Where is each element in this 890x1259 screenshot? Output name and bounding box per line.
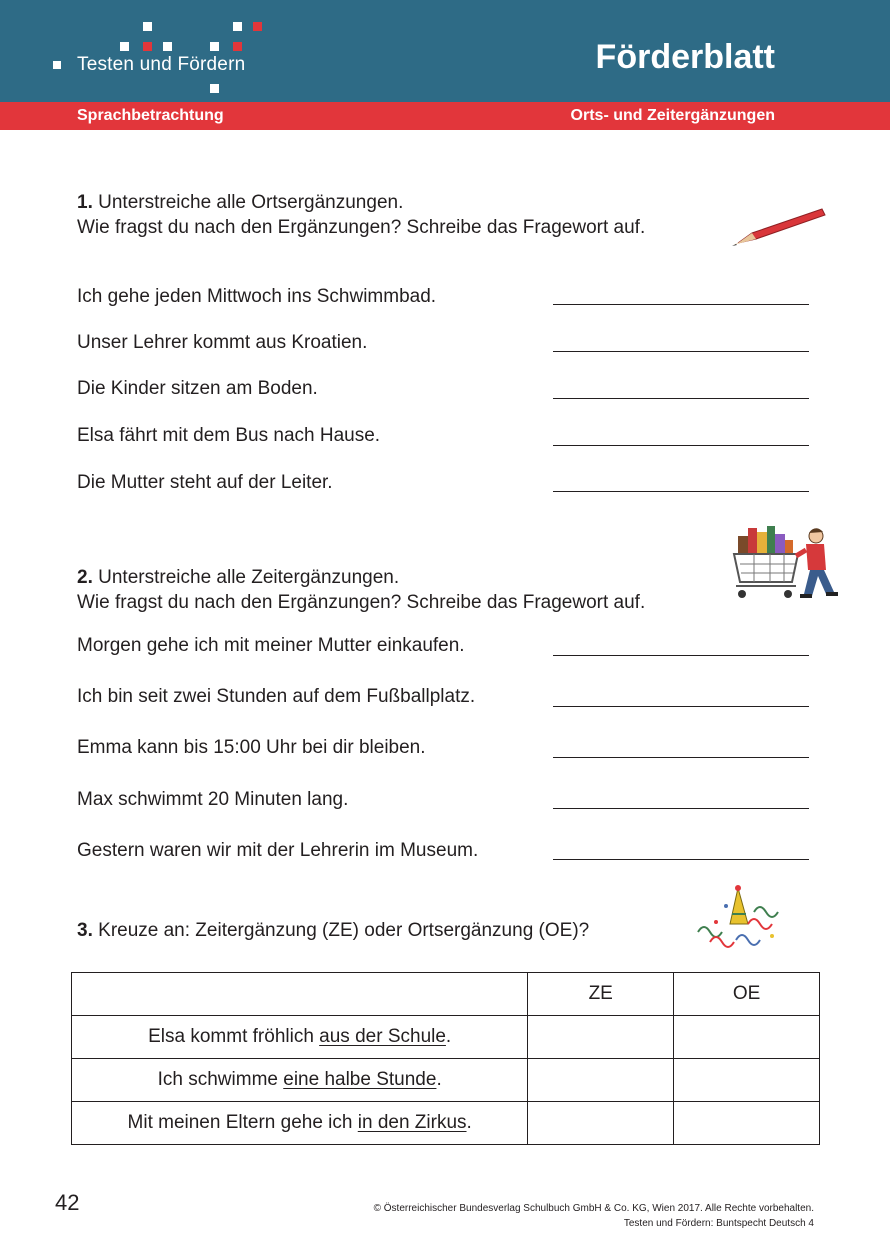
task-instruction-line: Kreuze an: Zeitergänzung (ZE) oder Ortsergänzung (OE)? — [98, 920, 590, 941]
logo-square — [120, 42, 129, 51]
checkbox-cell-ze[interactable] — [528, 1059, 674, 1102]
footer-copyright — [374, 1201, 814, 1231]
table-header-row — [72, 973, 820, 1016]
task-number: 1. — [77, 192, 93, 213]
table-row — [72, 1102, 820, 1145]
task-number: 3. — [77, 920, 93, 941]
table-row — [72, 1016, 820, 1059]
answer-line[interactable] — [553, 859, 809, 860]
checkbox-cell-oe[interactable] — [674, 1059, 820, 1102]
table-sentence-cell — [72, 1102, 528, 1145]
table-header-cell — [72, 973, 528, 1016]
logo-square — [210, 84, 219, 93]
checkbox-cell-oe[interactable] — [674, 1102, 820, 1145]
table-header-cell: OE — [674, 973, 820, 1016]
task-number: 2. — [77, 567, 93, 588]
subject-label: Sprachbetrachtung — [77, 107, 224, 124]
source-text: Testen und Fördern: Buntspecht Deutsch 4 — [623, 1218, 814, 1229]
sentence-item: Ich bin seit zwei Stunden auf dem Fußballplatz. — [77, 686, 476, 707]
task-3-instructions — [77, 918, 589, 943]
shopping-cart-boy-icon — [726, 520, 848, 604]
party-hat-streamers-icon — [696, 884, 786, 954]
logo-square — [210, 42, 219, 51]
sentence-item: Elsa fährt mit dem Bus nach Hause. — [77, 425, 381, 446]
task-instruction-line: Unterstreiche alle Ortsergänzungen. — [98, 192, 404, 213]
topic-label: Orts- und Zeitergänzungen — [570, 107, 775, 124]
logo-square — [163, 42, 172, 51]
sentence-text: Elsa kommt fröhlich — [148, 1026, 320, 1047]
task-instruction-line: Unterstreiche alle Zeitergänzungen. — [98, 567, 400, 588]
logo-square — [233, 22, 242, 31]
answer-line[interactable] — [553, 304, 809, 305]
logo-text: Testen und Fördern — [77, 54, 246, 75]
checkbox-cell-ze[interactable] — [528, 1102, 674, 1145]
answer-line[interactable] — [553, 706, 809, 707]
sentence-text: . — [445, 1026, 452, 1047]
underlined-phrase: eine halbe Stunde — [283, 1069, 437, 1090]
sentence-item: Ich gehe jeden Mittwoch ins Schwimmbad. — [77, 286, 437, 307]
sentence-text: Mit meinen Eltern gehe ich — [127, 1112, 358, 1133]
sentence-item: Unser Lehrer kommt aus Kroatien. — [77, 332, 368, 353]
sentence-item: Gestern waren wir mit der Lehrerin im Museum. — [77, 840, 479, 861]
task-instruction-line: Wie fragst du nach den Ergänzungen? Schreibe das Fragewort auf. — [77, 217, 646, 238]
page-title: Förderblatt — [595, 38, 775, 76]
table-sentence-cell — [72, 1016, 528, 1059]
answer-line[interactable] — [553, 445, 809, 446]
logo-square — [233, 42, 242, 51]
answer-line[interactable] — [553, 757, 809, 758]
logo-square — [143, 42, 152, 51]
task-1-instructions — [77, 190, 645, 240]
underlined-phrase: aus der Schule — [319, 1026, 446, 1047]
answer-line[interactable] — [553, 655, 809, 656]
task-2-instructions — [77, 565, 645, 615]
red-pencil-icon — [730, 203, 826, 247]
sentence-item: Die Mutter steht auf der Leiter. — [77, 472, 333, 493]
table-sentence-cell — [72, 1059, 528, 1102]
sentence-item: Die Kinder sitzen am Boden. — [77, 378, 318, 399]
logo-square — [253, 22, 262, 31]
copyright-text: © Österreichischer Bundesverlag Schulbuch GmbH & Co. KG, Wien 2017. Alle Rechte vorbehalten. — [373, 1203, 814, 1214]
answer-line[interactable] — [553, 491, 809, 492]
logo-bullet — [53, 61, 61, 69]
underlined-phrase: in den Zirkus — [357, 1112, 467, 1133]
checkbox-cell-oe[interactable] — [674, 1016, 820, 1059]
page-number: 42 — [55, 1190, 80, 1215]
task-instruction-line: Wie fragst du nach den Ergänzungen? Schreibe das Fragewort auf. — [77, 592, 646, 613]
sentence-item: Max schwimmt 20 Minuten lang. — [77, 789, 349, 810]
sentence-item: Morgen gehe ich mit meiner Mutter einkaufen. — [77, 635, 465, 656]
answer-line[interactable] — [553, 351, 809, 352]
checkbox-cell-ze[interactable] — [528, 1016, 674, 1059]
answer-line[interactable] — [553, 398, 809, 399]
classification-table — [71, 972, 820, 1145]
table-row — [72, 1059, 820, 1102]
answer-line[interactable] — [553, 808, 809, 809]
sentence-text: Ich schwimme — [157, 1069, 284, 1090]
sentence-text: . — [436, 1069, 442, 1090]
logo-square — [143, 22, 152, 31]
sentence-text: . — [466, 1112, 472, 1133]
table-header-cell: ZE — [528, 973, 674, 1016]
sentence-item: Emma kann bis 15:00 Uhr bei dir bleiben. — [77, 737, 426, 758]
header-band — [0, 0, 890, 102]
